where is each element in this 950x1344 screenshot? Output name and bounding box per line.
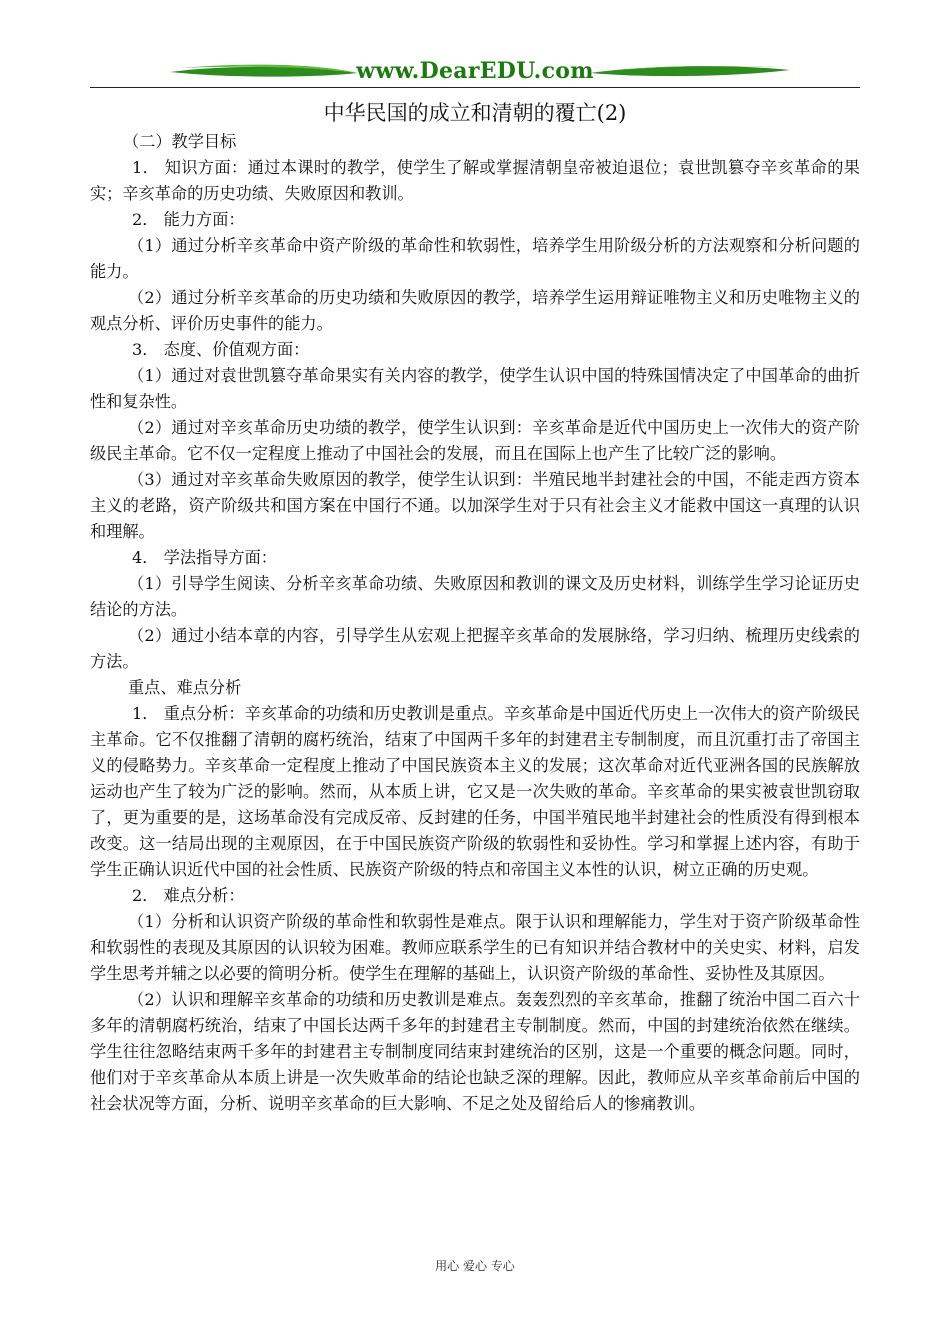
key-points-difficulty-heading: 2． 难点分析： [132, 886, 245, 905]
key-points-difficulty-2: （2）认识和理解辛亥革命的功绩和历史教训是难点。轰轰烈烈的辛亥革命，推翻了统治中国二百六十多年的清朝腐朽统治，结束了中国长达两千多年的封建君主专制制度。然而，中国的封建统治依然在继续。学生往往忽略结束两千多年的封建君主专制制度同结束封建统治的区别，这是一个重要的概念问题。同时，他们对于辛亥革命从本质上讲是一次失败革命的结论也缺乏深的理解。因此，教师应从辛亥革命前后中国的社会状况等方面，分析、说明辛亥革命的巨大影响、不足之处及留给后人的惨痛教训。 [90, 990, 860, 1113]
site-logo-text[interactable]: www.DearEDU.com [356, 58, 594, 84]
goals-item-attitude-3: （3）通过对辛亥革命失败原因的教学，使学生认识到：半殖民地半封建社会的中国，不能走西方资本主义的老路，资产阶级共和国方案在中国行不通。以加深学生对于只有社会主义才能救中国这一真理的认识和理解。 [90, 470, 860, 541]
page-title: 中华民国的成立和清朝的覆亡(2) [323, 101, 627, 125]
site-header [90, 56, 860, 90]
goals-item-method-2: （2）通过小结本章的内容，引导学生从宏观上把握辛亥革命的发展脉络，学习归纳、梳理历史线索的方法。 [90, 626, 860, 671]
key-points-difficulty-1: （1）分析和认识资产阶级的革命性和软弱性是难点。限于认识和理解能力，学生对于资产阶级革命性和软弱性的表现及其原因的认识较为困难。教师应联系学生的已有知识并结合教材中的关史实、材料，启发学生思考并辅之以必要的简明分析。使学生在理解的基础上，认识资产阶级的革命性、妥协性及其原因。 [90, 912, 860, 983]
page-footer: 用心 爱心 专心 [435, 1259, 515, 1273]
goals-heading: （二）教学目标 [123, 132, 237, 151]
key-points-heading: 重点、难点分析 [128, 678, 242, 697]
document-body [90, 129, 860, 1117]
key-points-focus: 1． 重点分析：辛亥革命的功绩和历史教训是重点。辛亥革命是中国近代历史上一次伟大的资产阶级民主革命。它不仅推翻了清朝的腐朽统治，结束了中国两千多年的封建君主专制制度，而且沉重打击了帝国主义的侵略势力。辛亥革命一定程度上推动了中国民族资本主义的发展；这次革命对近代亚洲各国的民族解放运动也产生了较为广泛的影响。然而，从本质上讲，它又是一次失败的革命。辛亥革命的果实被袁世凯窃取了，更为重要的是，这场革命没有完成反帝、反封建的任务，中国半殖民地半封建社会的性质没有得到根本改变。这一结局出现的主观原因，在于中国民族资产阶级的软弱性和妥协性。学习和掌握上述内容，有助于学生正确认识近代中国的社会性质、民族资产阶级的特点和帝国主义本性的认识，树立正确的历史观。 [90, 704, 860, 879]
goals-item-method-heading: 4． 学法指导方面： [132, 548, 277, 567]
header-divider [90, 87, 860, 88]
goals-item-ability-heading: 2． 能力方面： [132, 210, 245, 229]
goals-item-method-1: （1）引导学生阅读、分析辛亥革命功绩、失败原因和教训的课文及历史材料，训练学生学习论证历史结论的方法。 [90, 574, 860, 619]
goals-item-attitude-2: （2）通过对辛亥革命历史功绩的教学，使学生认识到：辛亥革命是近代中国历史上一次伟大的资产阶级民主革命。它不仅一定程度上推动了中国社会的发展，而且在国际上也产生了比较广泛的影响。 [90, 418, 860, 463]
goals-item-attitude-heading: 3． 态度、价值观方面： [132, 340, 310, 359]
goals-item-knowledge: 1． 知识方面：通过本课时的教学，使学生了解或掌握清朝皇帝被迫退位；袁世凯篡夺辛亥革命的果实；辛亥革命的历史功绩、失败原因和教训。 [90, 158, 860, 203]
goals-item-attitude-1: （1）通过对袁世凯篡夺革命果实有关内容的教学，使学生认识中国的特殊国情决定了中国革命的曲折性和复杂性。 [90, 366, 860, 411]
goals-item-ability-1: （1）通过分析辛亥革命中资产阶级的革命性和软弱性，培养学生用阶级分析的方法观察和分析问题的能力。 [90, 236, 860, 281]
goals-item-ability-2: （2）通过分析辛亥革命的历史功绩和失败原因的教学，培养学生运用辩证唯物主义和历史唯物主义的观点分析、评价历史事件的能力。 [90, 288, 860, 333]
